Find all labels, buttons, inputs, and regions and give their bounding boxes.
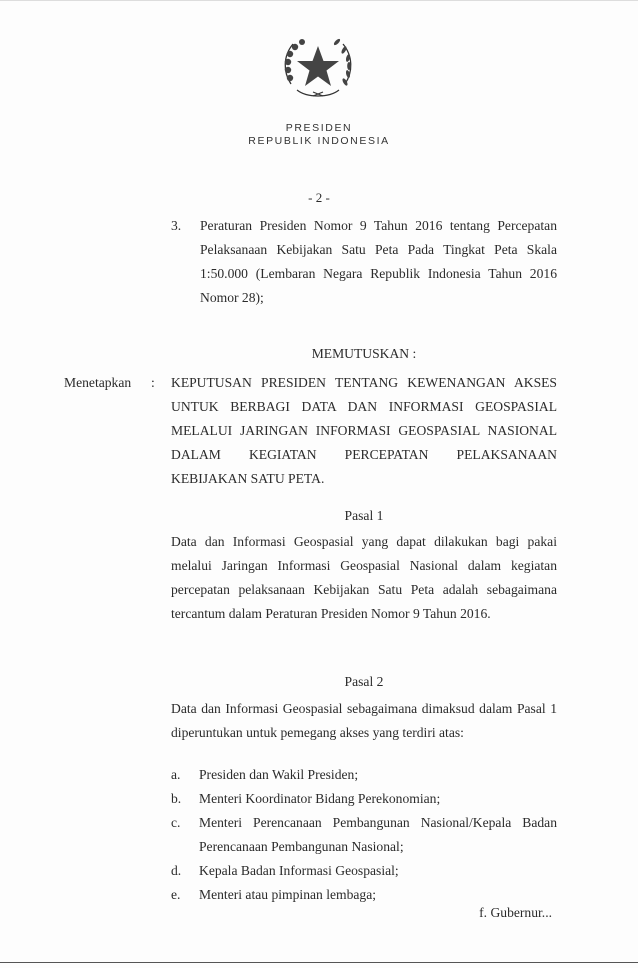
presidential-seal-icon (277, 28, 359, 110)
item-text: Peraturan Presiden Nomor 9 Tahun 2016 tentang Percepatan Pelaksanaan Kebijakan Satu Peta Pada Tingkat Peta Skala 1:50.000 (Lembaran Negara Republik Indonesia Tahun 2016 Nomor 28); (200, 218, 557, 305)
pasal-2-heading: Pasal 2 (344, 674, 384, 689)
list-item (171, 811, 557, 859)
list-item-key: b. (171, 791, 182, 806)
list-item (171, 763, 557, 787)
list-item-key: c. (171, 815, 181, 830)
page-continuation: f. Gubernur... (479, 905, 552, 920)
pasal-2-list (171, 763, 557, 907)
list-item (171, 787, 557, 811)
header-subtitle: REPUBLIK INDONESIA (248, 135, 390, 147)
header-title: PRESIDEN (285, 122, 353, 134)
section-heading-memutuskan: MEMUTUSKAN : (311, 346, 417, 361)
list-item (171, 859, 557, 883)
item-number: 3. (171, 218, 182, 233)
list-item-key: a. (171, 767, 181, 782)
pasal-1-text: Data dan Informasi Geospasial yang dapat dilakukan bagi pakai melalui Jaringan Informasi Geospasial Nasional dalam kegiatan percepatan pelaksanaan Kebijakan Satu Peta adalah sebagaimana tercantum dalam Peraturan Presiden Nomor 9 Tahun 2016. (171, 534, 557, 621)
page-number: - 2 - (308, 190, 330, 205)
list-item-text: Menteri atau pimpinan lembaga; (199, 887, 377, 902)
list-item-key: d. (171, 863, 182, 878)
menetapkan-label: Menetapkan (64, 375, 132, 390)
menetapkan-text: KEPUTUSAN PRESIDEN TENTANG KEWENANGAN AKSES UNTUK BERBAGI DATA DAN INFORMASI GEOSPASIAL MELALUI JARINGAN INFORMASI GEOSPASIAL NASIONAL DALAM KEGIATAN PERCEPATAN PELAKSANAAN KEBIJAKAN SATU PETA. (171, 375, 557, 486)
list-item (171, 883, 557, 907)
pasal-2-text: Data dan Informasi Geospasial sebagaimana dimaksud dalam Pasal 1 diperuntukan untuk pemegang akses yang terdiri atas: (171, 701, 557, 740)
menetapkan-colon: : (151, 375, 155, 390)
list-item-text: Menteri Koordinator Bidang Perekonomian; (199, 791, 441, 806)
top-divider (0, 0, 638, 1)
list-item-key: e. (171, 887, 181, 902)
list-item-text: Kepala Badan Informasi Geospasial; (199, 863, 399, 878)
list-item-text: Presiden dan Wakil Presiden; (199, 767, 359, 782)
bottom-divider (0, 962, 638, 963)
pasal-1-heading: Pasal 1 (344, 508, 384, 523)
list-item-text: Menteri Perencanaan Pembangunan Nasional/Kepala Badan Perencanaan Pembangunan Nasional; (199, 815, 557, 854)
